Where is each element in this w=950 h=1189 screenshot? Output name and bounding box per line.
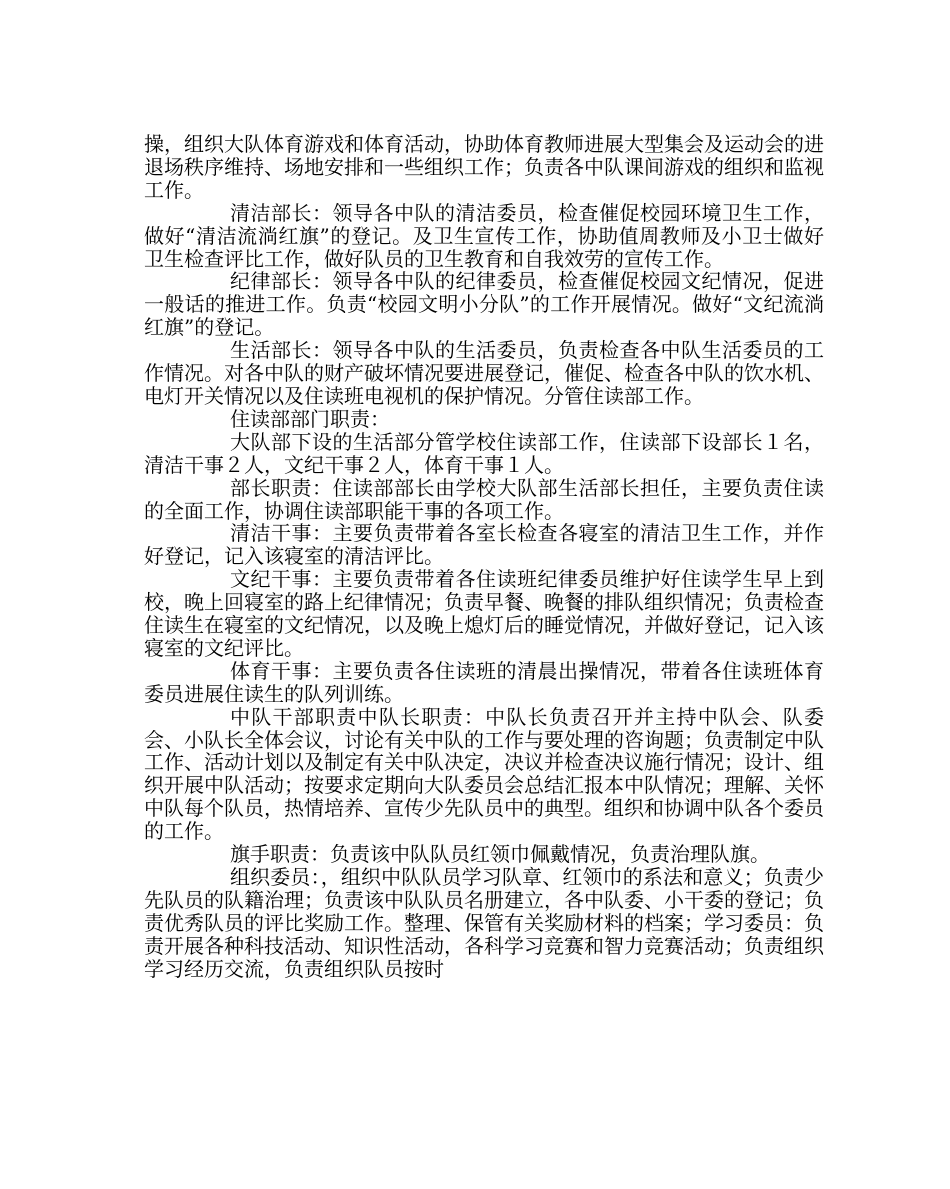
paragraph-10: 体育干事：主要负责各住读班的清晨出操情况，带着各住读班体育委员进展住读生的队列训练。 xyxy=(144,658,824,706)
paragraph-5: 住读部部门职责： xyxy=(230,406,390,431)
paragraph-3: 纪律部长：领导各中队的纪律委员，检查催促校园文纪情况，促进一般话的推进工作。负责“校园文明小分队”的工作开展情况。做好“文纪流淌红旗”的登记。 xyxy=(144,269,824,340)
paragraph-4: 生活部长：领导各中队的生活委员，负责检查各中队生活委员的工作情况。对各中队的财产破坏情况要进展登记，催促、检查各中队的饮水机、电灯开关情况以及住读班电视机的保护情况。分管住读部工作。 xyxy=(144,338,824,408)
paragraph-12: 旗手职责：负责该中队队员红领巾佩戴情况，负责治理队旗。 xyxy=(230,842,770,867)
paragraph-1: 操，组织大队体育游戏和体育活动，协助体育教师进展大型集会及运动会的进退场秩序维持、场地安排和一些组织工作；负责各中队课间游戏的组织和监视工作。 xyxy=(144,132,824,202)
paragraph-6: 大队部下设的生活部分管学校住读部工作，住读部下设部长１名，清洁干事２人，文纪干事２人，体育干事１人。 xyxy=(144,429,824,477)
paragraph-2: 清洁部长：领导各中队的清洁委员，检查催促校园环境卫生工作，做好“清洁流淌红旗”的登记。及卫生宣传工作，协助值周教师及小卫士做好卫生检查评比工作，做好队员的卫生教育和自我效劳的宣传工作。 xyxy=(144,200,824,271)
paragraph-7: 部长职责：住读部部长由学校大队部生活部长担任，主要负责住读的全面工作，协调住读部职能干事的各项工作。 xyxy=(144,475,824,523)
document-page xyxy=(144,133,824,981)
paragraph-13: 组织委员：，组织中队队员学习队章、红领巾的系法和意义；负责少先队员的队籍治理；负责该中队队员名册建立，各中队委、小干委的登记；负责优秀队员的评比奖励工作。整理、保管有关奖励材料的档案；学习委员：负责开展各种科技活动、知识性活动，各科学习竞赛和智力竞赛活动；负责组织学习经历交流，负责组织队员按时 xyxy=(144,865,824,981)
paragraph-9: 文纪干事：主要负责带着各住读班纪律委员维护好住读学生早上到校，晚上回寝室的路上纪律情况；负责早餐、晚餐的排队组织情况；负责检查住读生在寝室的文纪情况，以及晚上熄灯后的睡觉情况，并做好登记，记入该寝室的文纪评比。 xyxy=(144,567,824,660)
paragraph-11: 中队干部职责中队长职责：中队长负责召开并主持中队会、队委会、小队长全体会议，讨论有关中队的工作与要处理的咨询题；负责制定中队工作、活动计划以及制定有关中队决定，决议并检查决议施行情况；设计、组织开展中队活动；按要求定期向大队委员会总结汇报本中队情况；理解、关怀中队每个队员，热情培养、宣传少先队员中的典型。组织和协调中队各个委员的工作。 xyxy=(144,704,824,844)
paragraph-8: 清洁干事：主要负责带着各室长检查各寝室的清洁卫生工作，并作好登记，记入该寝室的清洁评比。 xyxy=(144,521,824,569)
